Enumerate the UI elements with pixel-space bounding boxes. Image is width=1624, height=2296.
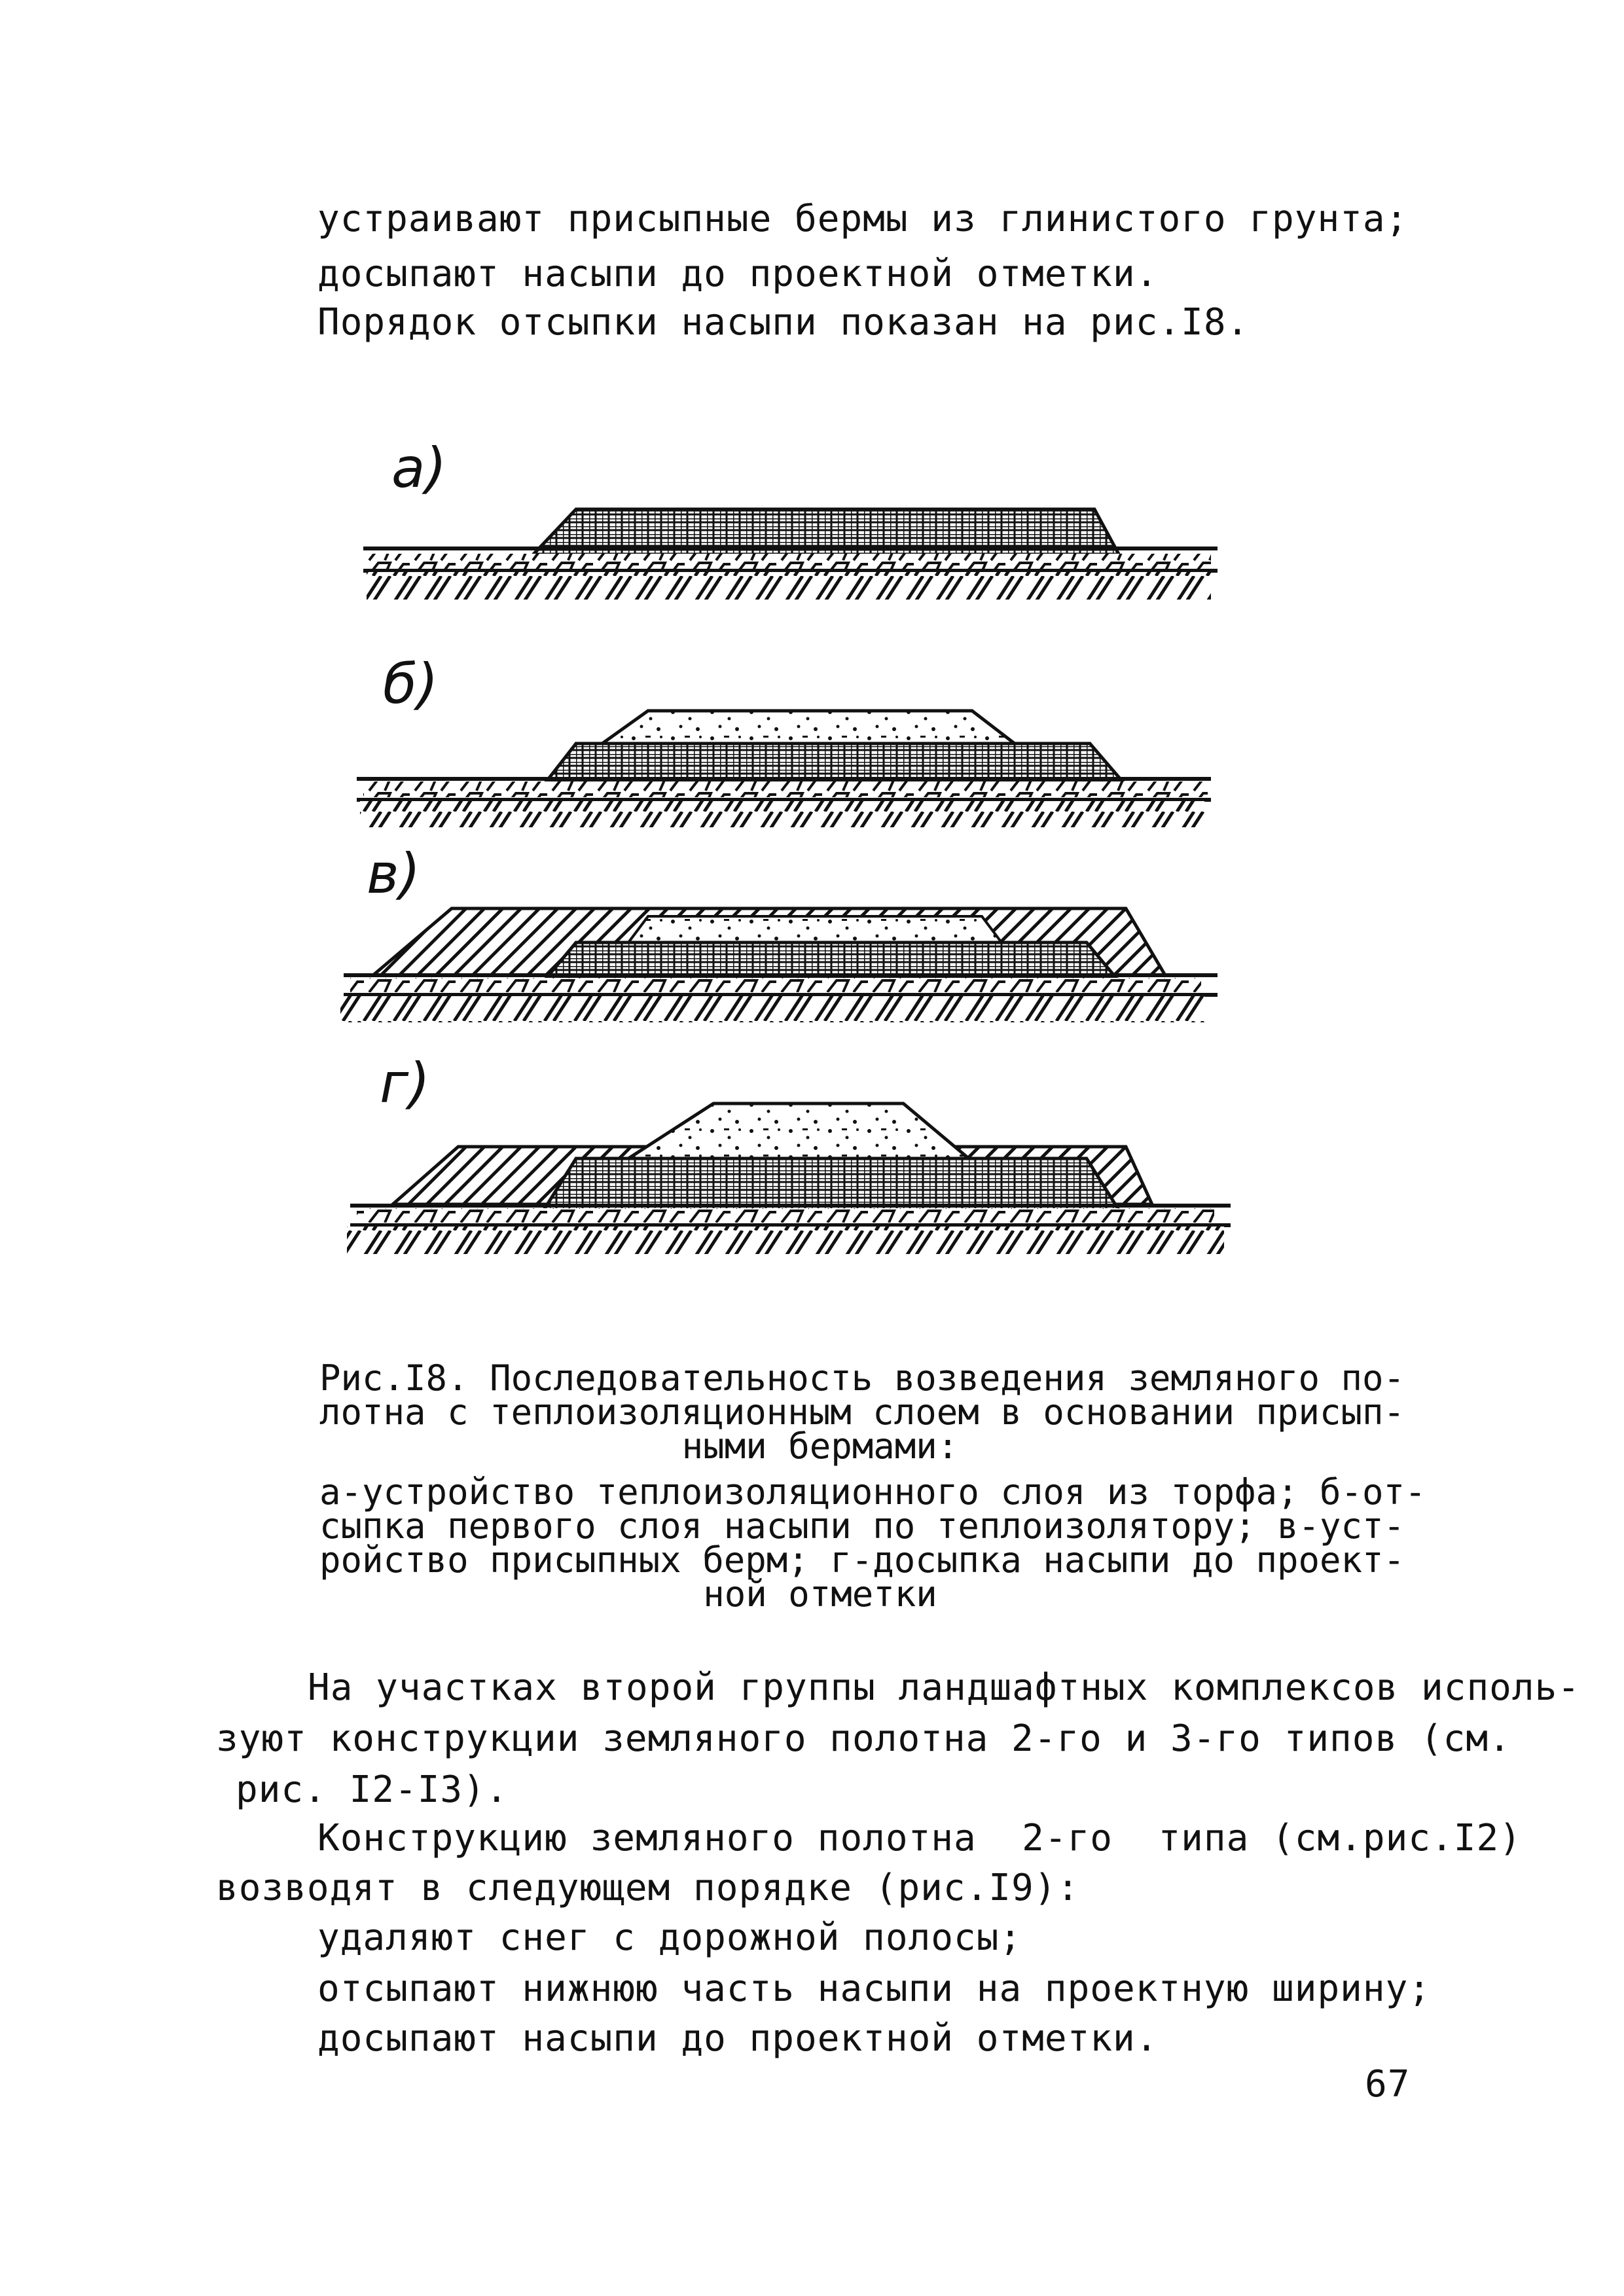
caption-legend-line-4: ной отметки	[703, 1573, 937, 1615]
panel-v-side-berms	[340, 908, 1218, 1022]
text-line-fill-to-grade: досыпают насыпи до проектной отметки.	[317, 253, 1159, 295]
body-line-1: На участках второй группы ландшафтных комплексов исполь-	[308, 1666, 1581, 1709]
panel-g-fill-to-grade	[347, 1103, 1231, 1254]
body-line-2: зуют конструкции земляного полотна 2-го и 3-го типов (см.	[216, 1717, 1511, 1760]
body-line-3: рис. I2-I3).	[236, 1768, 509, 1811]
panel-a-peat-layer	[363, 509, 1218, 600]
figure-label-b: б)	[383, 652, 439, 716]
page-number: 67	[1365, 2063, 1411, 2106]
figure-label-a: а)	[391, 436, 447, 500]
caption-title-line-3: ными бермами:	[681, 1426, 959, 1467]
caption-legend-line-2: сыпка первого слоя насыпи по теплоизолятору; в-уст-	[319, 1505, 1405, 1547]
caption-title-line-2: лотна с теплоизоляционным слоем в основании присып-	[319, 1391, 1405, 1433]
panel-b-first-fill-layer	[357, 711, 1211, 827]
text-line-berms: устраивают присыпные бермы из глинистого грунта;	[317, 198, 1409, 240]
body-line-6: удаляют снег с дорожной полосы;	[317, 1916, 1022, 1959]
caption-legend-line-3: ройство присыпных берм; г-досыпка насыпи до проект-	[319, 1539, 1405, 1581]
text-line-figure-reference: Порядок отсыпки насыпи показан на рис.I8.	[317, 301, 1250, 344]
caption-title-line-1: Рис.I8. Последовательность возведения земляного по-	[319, 1357, 1405, 1399]
figure-label-v: в)	[367, 842, 421, 906]
body-line-4: Конструкцию земляного полотна 2-го типа (см.рис.I2)	[317, 1817, 1522, 1859]
caption-legend-line-1: а-устройство теплоизоляционного слоя из торфа; б-от-	[319, 1471, 1426, 1513]
body-line-7: отсыпают нижнюю часть насыпи на проектную ширину;	[317, 1967, 1432, 2010]
body-line-8: досыпают насыпи до проектной отметки.	[317, 2017, 1159, 2060]
body-line-5: возводят в следующем порядке (рис.I9):	[216, 1867, 1080, 1909]
figure-label-g: г)	[380, 1051, 430, 1115]
